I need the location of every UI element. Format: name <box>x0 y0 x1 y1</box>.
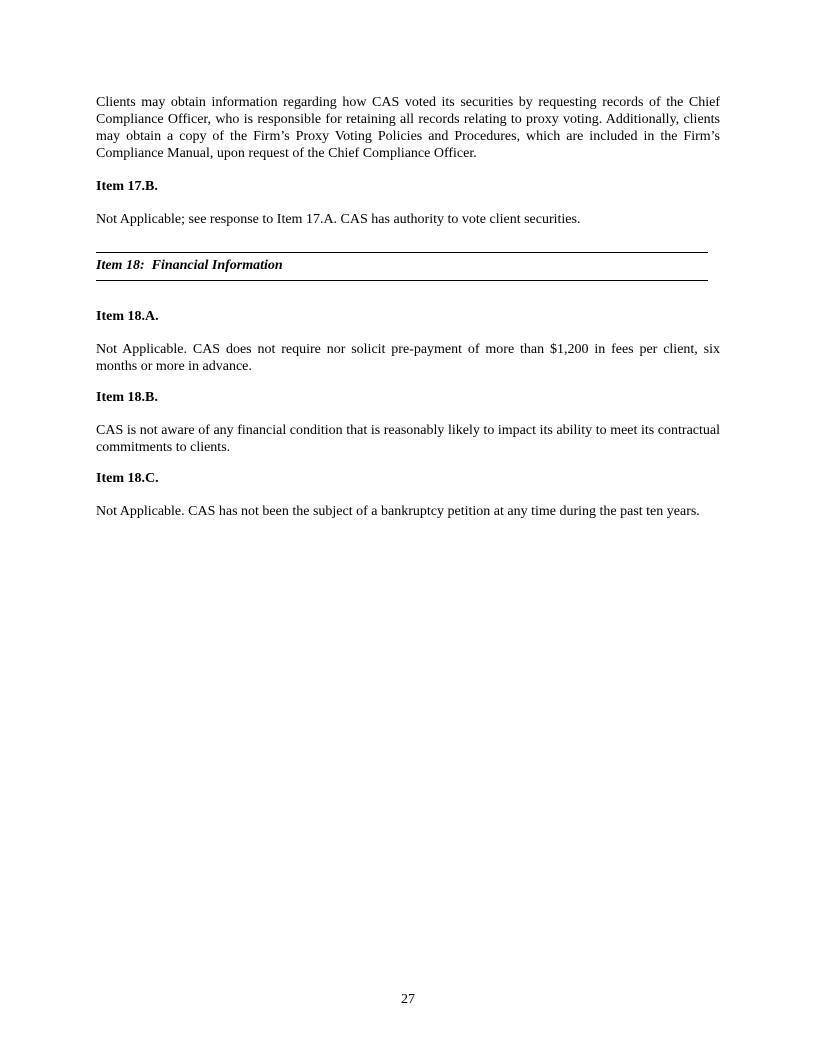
item-17b-heading: Item 17.B. <box>96 179 158 194</box>
proxy-voting-records-paragraph: Clients may obtain information regarding how CAS voted its securities by requesting records of the Chief Compliance Officer, who is responsible for retaining all records relating to proxy voting. Additionally, clients may obtain a copy of the Firm’s Proxy Voting Policies and Procedures, which are included in the Firm’s Compliance Manual, upon request of the Chief Compliance Officer. <box>96 95 720 161</box>
item-18a-text: Not Applicable. CAS does not require nor solicit pre-payment of more than $1,200 in fees per client, six months or more in advance. <box>96 342 720 374</box>
item-17b-text: Not Applicable; see response to Item 17.A. CAS has authority to vote client securities. <box>96 212 581 227</box>
page-content <box>96 94 720 520</box>
item-18b-text: CAS is not aware of any financial condition that is reasonably likely to impact its ability to meet its contractual commitments to clients. <box>96 423 720 455</box>
item-18-section-header <box>96 252 708 281</box>
item-18c-heading: Item 18.C. <box>96 471 159 486</box>
item-18a-heading: Item 18.A. <box>96 309 159 324</box>
item-18-section-title: Item 18: Financial Information <box>96 258 283 273</box>
item-18c-text: Not Applicable. CAS has not been the subject of a bankruptcy petition at any time during the past ten years. <box>96 504 700 519</box>
page-number: 27 <box>401 992 415 1007</box>
item-18b-heading: Item 18.B. <box>96 390 158 405</box>
